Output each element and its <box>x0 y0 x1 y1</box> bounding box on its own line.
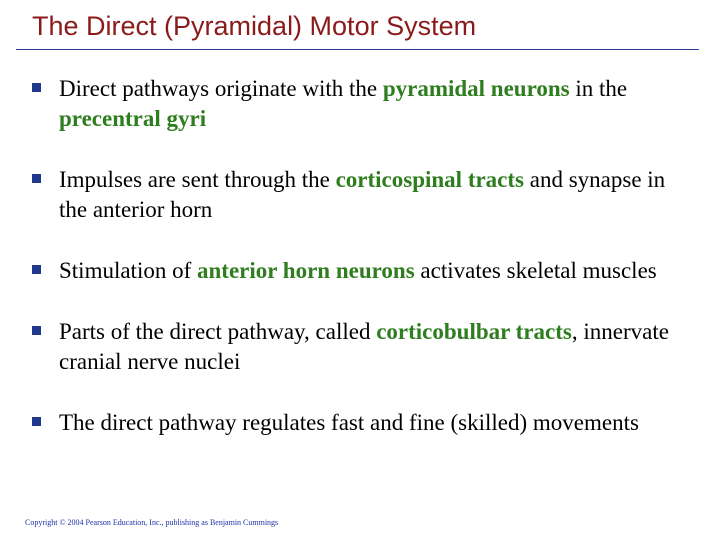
bullet-marker-icon <box>32 417 41 426</box>
highlighted-term: anterior horn neurons <box>197 258 415 283</box>
bullet-marker-icon <box>32 326 41 335</box>
bullet-text: The direct pathway regulates fast and fine (skilled) movements <box>59 410 639 435</box>
highlighted-term: corticospinal tracts <box>335 167 525 192</box>
bullet-item <box>32 317 692 377</box>
bullet-marker-icon <box>32 83 41 92</box>
highlighted-term: corticobulbar tracts <box>376 319 572 344</box>
highlighted-term: precentral gyri <box>59 106 207 131</box>
bullet-text: Stimulation of <box>59 258 197 283</box>
bullet-text: , innervate cranial nerve nuclei <box>59 319 669 374</box>
title-divider <box>16 49 699 50</box>
copyright-footer: Copyright © 2004 Pearson Education, Inc., publishing as Benjamin Cummings <box>25 518 279 527</box>
bullet-item <box>32 165 692 225</box>
bullet-item <box>32 256 692 286</box>
bullet-text: Direct pathways originate with the <box>59 76 383 101</box>
bullet-item <box>32 74 692 134</box>
bullet-list <box>32 74 692 469</box>
bullet-marker-icon <box>32 174 41 183</box>
bullet-text: in the <box>569 76 628 101</box>
bullet-item <box>32 408 692 438</box>
bullet-marker-icon <box>32 265 41 274</box>
highlighted-term: pyramidal neurons <box>382 76 570 101</box>
slide-title: The Direct (Pyramidal) Motor System <box>32 11 477 41</box>
bullet-text: Parts of the direct pathway, called <box>59 319 377 344</box>
bullet-text: Impulses are sent through the <box>59 167 336 192</box>
bullet-text: activates skeletal muscles <box>414 258 657 283</box>
bullet-text: and synapse in the anterior horn <box>59 167 666 222</box>
